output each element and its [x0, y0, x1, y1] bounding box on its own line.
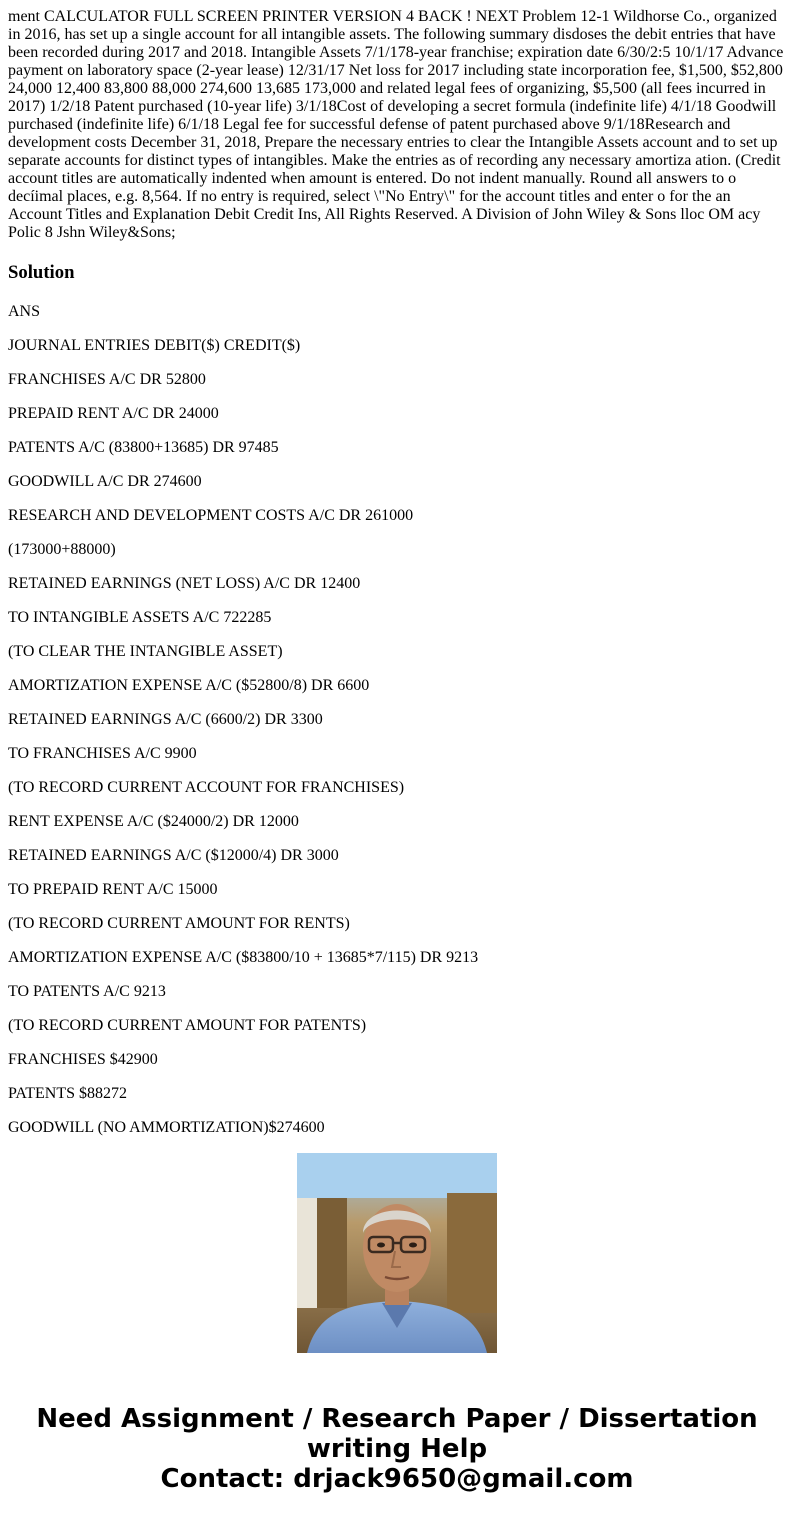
answer-line: RENT EXPENSE A/C ($24000/2) DR 12000 [8, 813, 299, 830]
answer-line: AMORTIZATION EXPENSE A/C ($83800/10 + 13685*7/115) DR 9213 [8, 949, 479, 966]
answer-line: ANS [8, 303, 41, 320]
answer-line: TO INTANGIBLE ASSETS A/C 722285 [8, 609, 272, 626]
answer-line: FRANCHISES $42900 [8, 1051, 158, 1068]
answer-line: PATENTS A/C (83800+13685) DR 97485 [8, 439, 279, 456]
answer-line: (TO RECORD CURRENT AMOUNT FOR PATENTS) [8, 1017, 367, 1034]
document-content [8, 0, 786, 1136]
answer-line: GOODWILL A/C DR 274600 [8, 473, 202, 490]
person-photo-icon [297, 1153, 497, 1353]
answer-line: (TO RECORD CURRENT ACCOUNT FOR FRANCHISES) [8, 779, 405, 796]
answer-line: TO PREPAID RENT A/C 15000 [8, 881, 218, 898]
question-text: ment CALCULATOR FULL SCREEN PRINTER VERSION 4 BACK ! NEXT Problem 12-1 Wildhorse Co., organized in 2016, has set up a single account for all intangible assets. The following summary disdoses the debit entries that have been recorded during 2017 and 2018. Intangible Assets 7/1/178-year franchise; expiration date 6/30/2:5 10/1/17 Advance payment on laboratory space (2-year lease) 12/31/17 Net loss for 2017 including state incorporation fee, $1,500, $52,800 24,000 12,400 83,800 88,000 274,600 13,685 173,000 and related legal fees of organizing, $5,500 (all fees incurred in 2017) 1/2/18 Patent purchased (10-year life) 3/1/18Cost of developing a secret formula (indefinite life) 4/1/18 Goodwill purchased (indefinite life) 6/1/18 Legal fee for successful defense of patent purchased above 9/1/18Research and development costs December 31, 2018, Prepare the necessary entries to clear the Intangible Assets account and to set up separate accounts for distinct types of intangibles. Make the entries as of recording any necessary amortiza ation. (Credit account titles are automatically indented when amount is entered. Do not indent manually. Round all answers to o decíimal places, e.g. 8,564. If no entry is required, select \"No Entry\" for the account titles and enter o for the an Account Titles and Explanation Debit Credit Ins, All Rights Reserved. A Division of John Wiley & Sons lloc OM acy Polic 8 Jshn Wiley&Sons; [8, 8, 784, 241]
answer-line: TO FRANCHISES A/C 9900 [8, 745, 197, 762]
answer-line: PATENTS $88272 [8, 1085, 127, 1102]
promo-text [0, 1404, 794, 1494]
answer-line: RESEARCH AND DEVELOPMENT COSTS A/C DR 261000 [8, 507, 414, 524]
contact-email: Contact: drjack9650@gmail.com [160, 1464, 634, 1494]
answer-line: (173000+88000) [8, 541, 116, 558]
answer-line: FRANCHISES A/C DR 52800 [8, 371, 206, 388]
promo-footer [0, 1123, 794, 1523]
answer-line: AMORTIZATION EXPENSE A/C ($52800/8) DR 6600 [8, 677, 370, 694]
answer-line: RETAINED EARNINGS (NET LOSS) A/C DR 12400 [8, 575, 361, 592]
answer-line: RETAINED EARNINGS A/C ($12000/4) DR 3000 [8, 847, 339, 864]
answer-line: TO PATENTS A/C 9213 [8, 983, 166, 1000]
answer-line: (TO RECORD CURRENT AMOUNT FOR RENTS) [8, 915, 350, 932]
solution-heading: Solution [8, 262, 75, 283]
answer-line: (TO CLEAR THE INTANGIBLE ASSET) [8, 643, 283, 660]
answer-line: JOURNAL ENTRIES DEBIT($) CREDIT($) [8, 337, 301, 354]
answer-line: PREPAID RENT A/C DR 24000 [8, 405, 219, 422]
answer-body [8, 303, 786, 1137]
answer-line: RETAINED EARNINGS A/C (6600/2) DR 3300 [8, 711, 323, 728]
answer-line: GOODWILL (NO AMMORTIZATION)$274600 [8, 1119, 325, 1136]
promo-line-1: Need Assignment / Research Paper / Dissertation [36, 1404, 758, 1434]
promo-line-2: writing Help [306, 1434, 488, 1464]
